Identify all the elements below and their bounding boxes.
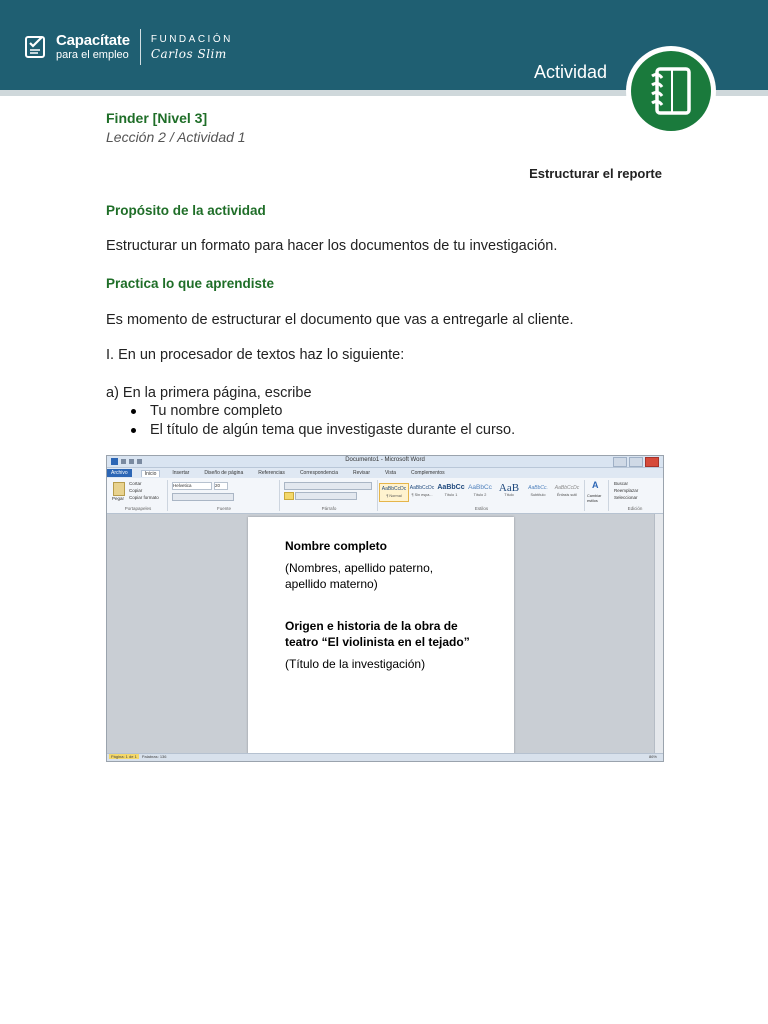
- activity-title: Estructurar el reporte: [529, 166, 662, 181]
- practice-heading: Practica lo que aprendiste: [106, 276, 275, 291]
- capacitate-logo-icon: [24, 34, 50, 60]
- tab-referencias: Referencias: [258, 470, 285, 476]
- style-titulo-1: AaBbCc Título 1: [437, 484, 465, 497]
- word-page: [248, 517, 514, 757]
- paragraph-align-buttons: [295, 492, 357, 500]
- list-item: Tu nombre completo: [130, 402, 515, 421]
- editing-group-label: Edición: [627, 506, 643, 511]
- page-topic-line-1: Origen e historia de la obra de: [285, 619, 458, 633]
- word-screenshot: [106, 455, 664, 762]
- paragraph-list-buttons: [284, 482, 372, 490]
- align-left-icon: [284, 492, 294, 500]
- format-painter-label: Copiar formato: [129, 495, 159, 500]
- font-name-field: Helvetica: [172, 482, 212, 490]
- minimize-icon: [613, 457, 627, 467]
- style-titulo-2: AaBbCc Título 2: [468, 484, 492, 497]
- editing-group: [610, 480, 660, 511]
- page-name-heading: Nombre completo: [285, 539, 388, 553]
- brand-tagline: para el empleo: [56, 49, 129, 61]
- page-name-hint-2: apellido materno): [285, 577, 378, 591]
- paste-icon: [113, 482, 125, 496]
- list-item: El título de algún tema que investigaste durante el curso.: [130, 421, 515, 440]
- word-workspace: [107, 514, 663, 754]
- font-size-field: 20: [214, 482, 228, 490]
- change-styles-icon: A: [592, 480, 599, 490]
- change-styles-label: Cambiar estilos: [587, 494, 602, 503]
- styles-group: [379, 480, 585, 511]
- clipboard-group: [109, 480, 168, 511]
- close-icon: [645, 457, 659, 467]
- word-title-bar: [107, 456, 663, 468]
- tab-correspondencia: Correspondencia: [299, 470, 339, 476]
- status-page: Página: 1 de 1: [111, 754, 137, 759]
- purpose-heading: Propósito de la actividad: [106, 203, 266, 218]
- notebook-icon: [648, 66, 694, 116]
- vertical-scrollbar: [654, 514, 663, 754]
- find-label: Buscar: [614, 481, 629, 486]
- word-window-title: Documento1 - Microsoft Word: [345, 457, 425, 463]
- status-words: Palabras: 136: [141, 754, 167, 759]
- font-group: [169, 480, 280, 511]
- style-normal: AaBbCcDc ¶ Normal: [379, 483, 409, 502]
- maximize-icon: [629, 457, 643, 467]
- page-name-hint-1: (Nombres, apellido paterno,: [285, 561, 434, 575]
- style-subtitulo: AaBbCc. Subtítulo: [528, 485, 548, 497]
- paste-label: Pegar: [112, 496, 125, 501]
- style-enfasis-sutil: AaBbCcDc Énfasis sutil: [554, 485, 580, 497]
- bullet-list: [130, 402, 515, 440]
- replace-label: Reemplazar: [614, 488, 639, 493]
- course-title: Finder [Nivel 3]: [106, 110, 208, 126]
- tab-inicio: Inicio: [141, 470, 161, 477]
- page-topic-hint: (Título de la investigación): [285, 657, 426, 671]
- tab-complementos: Complementos: [411, 470, 445, 476]
- change-styles-group: [586, 480, 609, 511]
- select-label: Seleccionar: [614, 495, 638, 500]
- copy-label: Copiar: [129, 488, 143, 493]
- tab-archivo: Archivo: [107, 469, 132, 477]
- tab-insertar: Insertar: [172, 470, 190, 476]
- clipboard-group-label: Portapapeles: [124, 506, 152, 511]
- word-ribbon-tabs: [107, 468, 663, 478]
- tab-diseno: Diseño de página: [204, 470, 244, 476]
- activity-badge: [626, 46, 716, 136]
- tab-revisar: Revisar: [353, 470, 370, 476]
- brand-logo-group: [24, 30, 233, 64]
- cut-label: Cortar: [129, 481, 142, 486]
- style-titulo: AaB Título: [498, 482, 520, 497]
- page-topic-line-2: teatro “El violinista en el tejado”: [285, 635, 470, 649]
- word-status-bar: [107, 753, 663, 761]
- instruction-text: I. En un procesador de textos haz lo siguiente:: [106, 347, 405, 363]
- purpose-text: Estructurar un formato para hacer los documentos de tu investigación.: [106, 238, 558, 254]
- section-label: Actividad: [534, 62, 608, 82]
- font-group-label: Fuente: [216, 506, 231, 511]
- styles-group-label: Estilos: [474, 506, 489, 511]
- paragraph-group-label: Párrafo: [321, 506, 337, 511]
- style-sin-espaciado: AaBbCcDc ¶ Sin espa...: [409, 485, 435, 497]
- status-zoom: 86%: [648, 754, 657, 759]
- font-format-buttons: [172, 493, 234, 501]
- foundation-label: FUNDACIÓN: [150, 33, 233, 45]
- paragraph-group: [281, 480, 378, 511]
- tab-vista: Vista: [384, 470, 397, 476]
- brand-separator: [140, 29, 141, 65]
- foundation-signature: Carlos Slim: [150, 46, 227, 61]
- brand-name: Capacítate: [56, 32, 130, 49]
- lesson-subtitle: Lección 2 / Actividad 1: [106, 129, 246, 145]
- moment-text: Es momento de estructurar el documento que vas a entregarle al cliente.: [106, 312, 574, 328]
- step-text: a) En la primera página, escribe: [106, 385, 312, 401]
- word-ribbon: [107, 478, 663, 514]
